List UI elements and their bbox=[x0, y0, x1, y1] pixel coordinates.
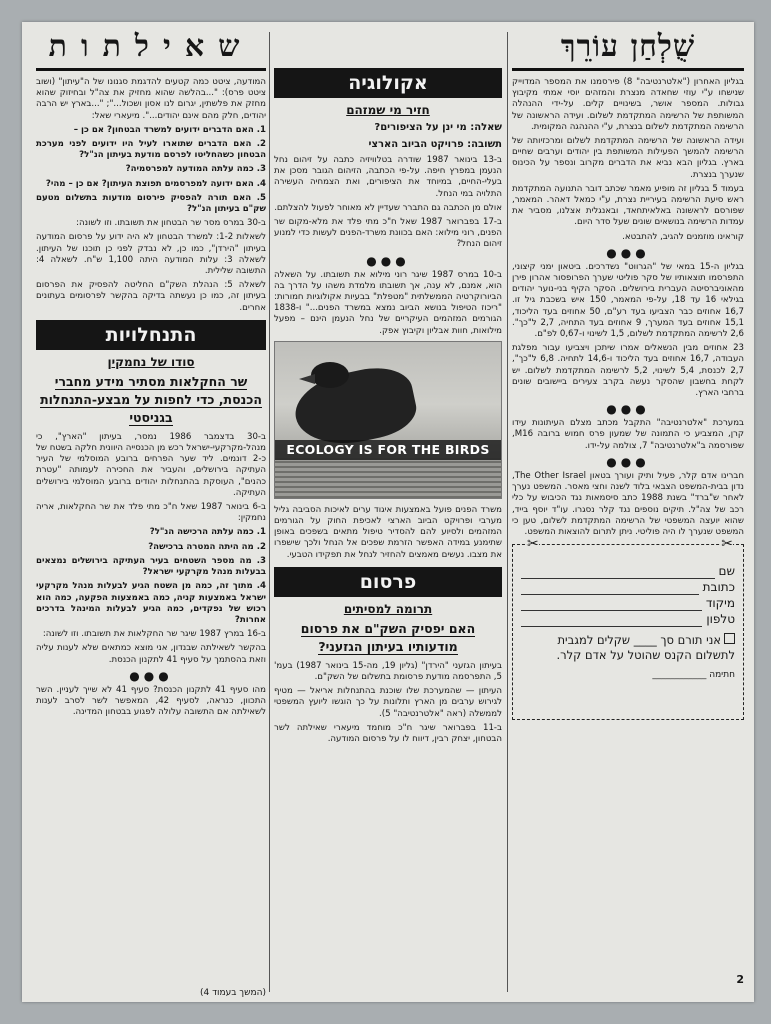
paragraph: ב-16 במרץ 1987 שיגר שר החקלאות את תשובתו. וזו לשונה: bbox=[42, 629, 266, 640]
paragraph: ב-30 במרס מסר שר הבטחון את תשובתו. וזו לשונה: bbox=[76, 218, 266, 229]
paragraph: ב-11 בפברואר שיגר ח"כ מוחמד מיעארי שאילתה לשר הבטחון, יצחק רבין, דיווח לו על פרסום המודעה. bbox=[274, 722, 502, 745]
section-bar-ecology: אקולוגיה bbox=[274, 68, 502, 98]
paragraph: בהקשר לשאילתה שבנדון, אני מוצא כמתאים שלא לענות עליה וזאת בהסתמך על סעיף 41 לתקנון הכנסת. bbox=[36, 643, 266, 665]
paragraph: בעמוד 5 בגליון זה מופיע מאמר שכתב דובר התנועה המתקדמת ראש סיעת הרשימה בעיריית נצרת, ע"י כמאל דאהר. המאמר, שפורסם לראשונה באלאיתחאד, ובאנגלית אצלנו, מסביר את עמדות הרשימה בנושאים שונים שעל סדר היום. bbox=[512, 183, 744, 228]
oil-bird-photo bbox=[274, 341, 502, 499]
paragraph: לשאלות 1-2: למשרד הבטחון לא היה ידוע על פרסום המודעה בעיתון "הירדן", כמו כן, לא נבדק לפני כן תוכנו של העיתון. לשאלה 3: עלות המודעה היתה 1,100 ש"ח. לשאלה 4: התשובה שלילית. bbox=[36, 232, 266, 277]
paragraph: 4. מתוך זה, כמה מן השטח הגיע לבעלות מנהל מקרקעי ישראל באמצעות קניה, כמה באמצעות הפקעה, כמה הוא רכוש של נפקדים, כמה הגיע לבעלות המינהל בדרכים אחרות? bbox=[36, 581, 266, 625]
kicker: תרומה למסיתים bbox=[343, 601, 433, 616]
page-number: 2 bbox=[736, 973, 744, 986]
water-texture bbox=[275, 458, 501, 498]
scissors-icon: ✂ bbox=[527, 536, 539, 553]
coupon-donation-checkbox[interactable]: אני תורם סך ____ שקלים למגבית לתשלום הקנס שהוטל על אדם קלר. bbox=[556, 633, 735, 662]
paragraph: חברינו אדם קלר, פעיל ותיק ועורך בטאון The Other Israel, נדון בבית-המשפט הצבאי בלוד לשנה וחצי מאסר. המשפט נערך לאחר ש"ברד" בשנת 1988 כתב סיסמאות נגד הכיבוש על כלי רכב של צה"ל. תיקים נוספים נגד קלר נסגרו. עו"ד יוסף בייד, שהוא יועצה המשפטי של הרשימה המתקדמת לשלום, טען כי המשפט שנערך לו היה פוליטי. ניתן לתרום להוצאות המשפט. bbox=[512, 470, 744, 537]
coupon-name-field[interactable]: שם bbox=[521, 563, 735, 579]
newspaper-page bbox=[22, 22, 754, 1002]
paragraph: בגליון ה-15 במאי של "הגרווט" נשדרכים. ביטאון ימני קיצוני, התפרסמו תוצאותיו של סקר פוליטי שערך הפרופסור אהרון פירן מהאוניברסיטה העברית בירושלים. הסקר הקיף בני-נוער יהודים בגילאי 16 עד 18, על-פי המאמר, 150 איש בשכבת גיל זו. 16,7 אחוזים כבר הצביעו בעד רע"ם, 50 אחוזים בעד הליכוד, 15,1 אחוזים בעד המערך, 9 אחוזים בעד התחיה, 2,7 ל"כך". 2,6 לרשימה המתקדמת לשלום, 1,5 לשינוי ו-0,67 לפ"ם. bbox=[512, 261, 744, 340]
paragraph: 1. כמה עלתה הרכישה הנ"ל? bbox=[149, 527, 266, 538]
paragraph: 4. האם ידועה למפרסמים תפוצת העיתון? אם כן – מהי? bbox=[45, 178, 266, 189]
paragraph: במערכת "אלטרנטיבה" התקבל מכתב מצלם העיתונות עידו קרן, המצביע כי התמונה של שמעון פרס חמוש ברובה M16, שפורסמה ב"אלטרנטיבה" 7, צולמה על-ידו. bbox=[512, 418, 744, 451]
paragraph: ב-30 בדצמבר 1986 נמסר, בעיתון "הארץ", כי מנהל-מקרקעי-ישראל רכש מן הכנסייה היוונית חלקה בשטח של כ-2 דונמים. ליד שער הפרחים ברובע המוסלמי של העיר העתיקה בירושלים, והעביר את החכירה לעמותה "עטרת כהנים", העוסקת בהתנחלות יהודים ברובע המוסלמי בירושלים העתיקה. bbox=[36, 431, 266, 498]
coupon-signature[interactable]: חתימה ____________ bbox=[652, 670, 735, 681]
kicker: חזיר מי שמזהם bbox=[346, 103, 430, 117]
paragraph: המודעה, ציטט כמה קטעים להדגמת סגנונו של ה"עיתון" (ושוב ציטט פרס): "...בהלשה שהוא מחזיק את צה"ל ובחיזוק שהוא מחזק את פלשתין, יגרום לנו אסון ושכול..."; "...בארץ יש הרבה יהודים, חלק מהם אינם יהודים...". מיעארי שאל: bbox=[36, 77, 266, 121]
column-divider bbox=[269, 32, 270, 992]
section-separator: ●●● bbox=[129, 668, 173, 683]
paragraph: ב-17 בפברואר 1987 שאל ח"כ מתי פלד את מלא-מקום שר הפנים, רוני מילוא: האם בכוונת משרד-הפנים לעשות כדי למנוע זיהום הנחל? bbox=[274, 217, 502, 250]
donation-coupon bbox=[512, 536, 744, 720]
editor-desk-masthead: שֻׁלְחַן עוֹרֵךְ bbox=[512, 30, 744, 71]
coupon-phone-field[interactable]: טלפון bbox=[521, 611, 735, 627]
scissors-icon: ✂ bbox=[721, 536, 733, 553]
ecology-column bbox=[274, 32, 502, 992]
paragraph: 2. האם הדברים שתוארו לעיל היו ידועים לפני מערכת הבטחון כשהחליטו לפרסם מודעת בעיתון הנ"ל? bbox=[36, 139, 266, 161]
paragraph: קוראינו מוזמנים להגיב, להתבטא. bbox=[622, 231, 744, 242]
section-separator: ●●● bbox=[366, 253, 410, 268]
bird-beak bbox=[299, 374, 315, 384]
section-bar-settlements: התנחלויות bbox=[36, 320, 266, 350]
editor-desk-column bbox=[512, 22, 744, 1002]
paragraph: 1. האם הדברים ידועים למשרד הבטחון? אם כן – bbox=[73, 124, 266, 135]
paragraph: בעיתון הגזעני "הירדן" (גליון 19, מה-15 בינואר 1987) בעמ' 5, התפרסמה מודעת פרסומת בתשלום של השק"ם. bbox=[274, 660, 502, 683]
continued-note: (המשך בעמוד 4) bbox=[199, 988, 266, 998]
queries-column bbox=[36, 22, 266, 1002]
paragraph: לשאלה 5: הנהלת השק"ם החליטה להפסיק את הפרסום בעיתון זה, כמו כן נעשתה בדיקה בהקשר לפרסומים בעתונים אחרים. bbox=[36, 280, 266, 313]
bird-head bbox=[311, 362, 349, 388]
answer-headline: תשובה: פרויקט הביוב הארצי bbox=[368, 139, 502, 150]
kicker: סודו של נחמקין bbox=[107, 354, 195, 369]
paragraph: ב-10 במרס 1987 שיגר רוני מילוא את תשובתו. על השאלה הוא, אמנם, לא ענה, אך תשובתו מלמדת משהו על הדרך בה הביורוקרטיה הממשלתית "מטפלת" בבעיות אקולוגיות חמורות: "ריכוז הטיפול בנושא הביוב נמצא במשרד הפנים..." ו-1838 הגורמים המזהמים העיקריים של נחל הנעמן הינם – מפעל מילואות, חוות אבליון וקיבוץ אפק. bbox=[274, 269, 502, 336]
paragraph: אולם מן הכתבה גם התברר שעדיין לא מאוחר לפעול להצלתם. bbox=[274, 202, 502, 213]
section-separator: ●●● bbox=[606, 402, 650, 417]
paragraph: 23 אחוזים מבין הנשאלים אמרו שיתכן ויצביעו עבור מפלגת העבודה, 16,7 אחוזים בעד הליכוד ו-14,6 לתחיה. 6,8 ל"כך", 2,7 לכנסת, 5,4 לשינוי, 5,2 לרשימה המתקדמת לשלום. יש לקחת בחשבון שהסקר נעשה בקרב צעירים ביישובים שונים ברחבי הארץ. bbox=[512, 343, 744, 399]
paragraph: העיתון — שהמערכת שלו שוכנת בהתנחלות אריאל — מטיף לגירוש ערבים מן הארץ ותלונות על כך הוגשו ליועץ המשפטי לממשלה (ראה "אלטרנטיבה" 5). bbox=[274, 686, 502, 719]
paragraph: 3. מה מספר השטחים בעיר העתיקה בירושלים נמצאים בבעלות מנהל מקרקעי ישראל? bbox=[36, 555, 266, 578]
coupon-zip-field[interactable]: מיקוד bbox=[521, 595, 735, 611]
section-separator: ●●● bbox=[606, 454, 650, 469]
paragraph: 2. מה היתה המטרה ברכישה? bbox=[148, 541, 266, 552]
paragraph: מהו סעיף 41 לתקנון הכנסת? סעיף 41 לא שייך לעניין. השר התכוון, כנראה, לסעיף 42, המאפשר לשר לסרב לענות לשאילתה אם התשובה עלולה לפגוע בבטחון המדינה. bbox=[36, 684, 266, 718]
paragraph: משרד הפנים פועל באמצעות איגוד ערים לאיכות הסביבה גליל מערבי ופרויקט הביוב הארצי לאכיפת החוק על הגורמים המזהמים ולסיוע להם להסדיר טיפול מתאים בשפכים באופן שתימנע במידה האפשר הזרמת שפכים אל הנחל ולכך שישפרו את מצבו. נעשים מאמצים להחזיר לנחל את תפקידו הטבעי. bbox=[274, 504, 502, 560]
paragraph: בגליון האחרון ("אלטרנטיבה" 8) פירסמנו את המספר המדוייק שנישחו ע"י עוזי שחאדה מנצרת והמזהים יוסי אמתי מקיבוץ גבולות. המספר אושר, בשינויים קלים. על-ידי ההנהלה המשותפת של הרשימה המתקדמת לשלום. ועידה הראשונה של הרשימה המתקדמת לשלום בנצרת, ע"י ההנהגה המקומית. bbox=[512, 77, 744, 132]
article-headline: האם יפסיק השק"ם את פרסום מודעותיו בעיתון הגזעני? bbox=[300, 620, 476, 654]
photo-caption: ECOLOGY IS FOR THE BIRDS bbox=[275, 440, 501, 460]
section-bar-advertising: פרסום bbox=[274, 567, 502, 597]
checkbox-icon[interactable] bbox=[724, 633, 735, 644]
paragraph: 3. כמה עלתה המודעה למפרסמיה? bbox=[125, 164, 266, 175]
section-separator: ●●● bbox=[606, 245, 650, 260]
coupon-address-field[interactable]: כתובת bbox=[521, 579, 735, 595]
paragraph: ועידה הראשונה של הרשימה המתקדמת לשלום ומרכזיותה של הרשימה להמשך הפעילות המשותפת בין יהודים וערבים שחיים בארץ. בגליון הבא נביא את הדברים מקרוב ונספר על הכינוס שנערך בנצרת. bbox=[512, 136, 744, 180]
paragraph: ב-13 בינואר 1987 שודרה בטלוויזיה כתבה על זיהום נחל הנעמן במפרץ חיפה. על-פי הכתבה, הזיהום הגובר מסכן את בעלי-החיים, במיוחד את הציפורים, ואת הצמחיה העשירה התלויה במי הנחל. bbox=[274, 155, 502, 199]
column-divider bbox=[507, 32, 508, 992]
article-headline: שר החקלאות מסתיר מידע מחברי הכנסת, כדי לחפות על מבצע-התנחלות בגניסטי bbox=[40, 373, 262, 425]
question-headline: שאלה: מי ינן על הציפורים? bbox=[374, 122, 502, 133]
paragraph: 5. האם תורה להפסיק פירסום מודעות בתשלום מטעם שק"ם בעיתון הנ"ל? bbox=[36, 192, 266, 215]
paragraph: ב-6 בינואר 1987 שאל ח"כ מתי פלד את שר החקלאות, אריה נחמקין: bbox=[36, 502, 266, 524]
queries-masthead: שאילתות bbox=[36, 30, 266, 71]
